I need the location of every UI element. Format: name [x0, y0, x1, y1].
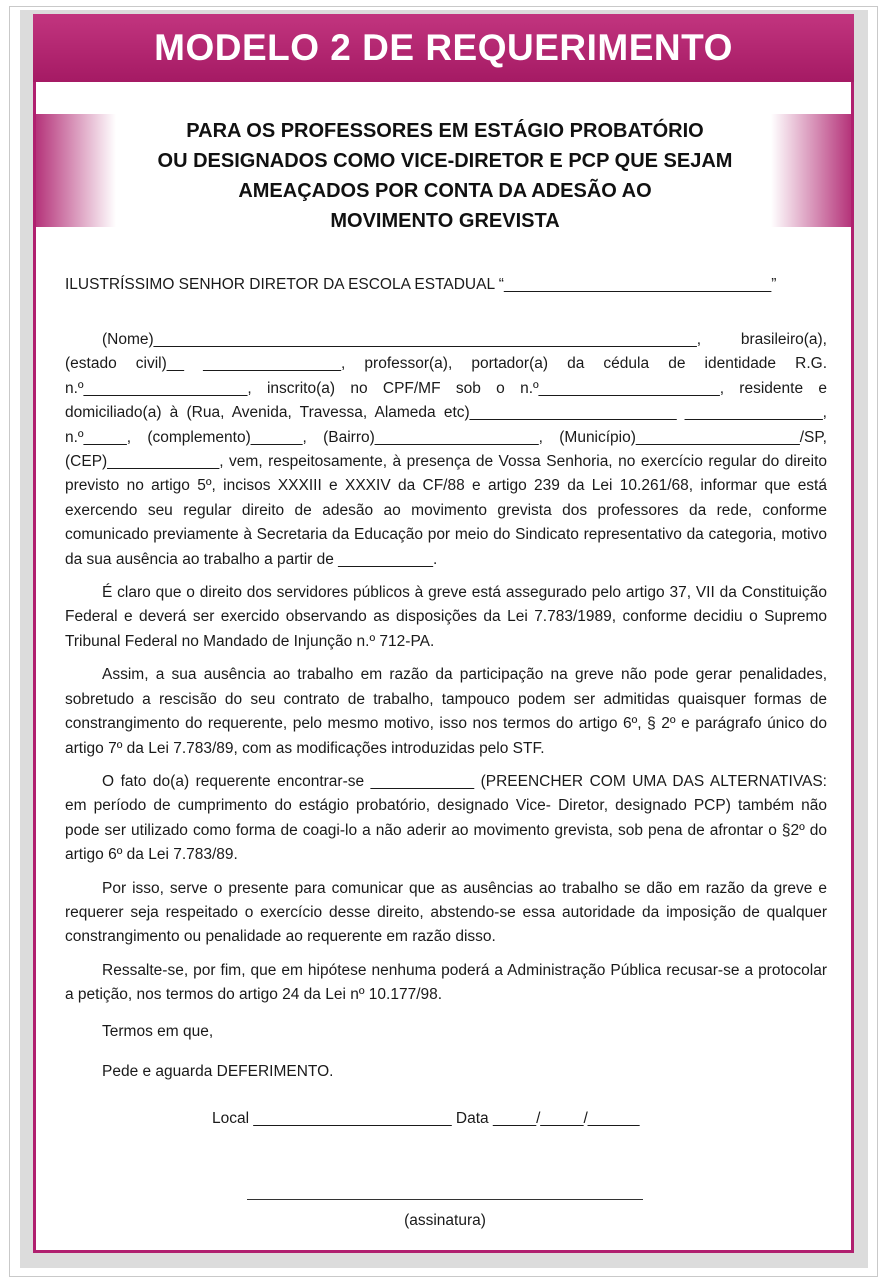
decorative-gradient-right: [771, 114, 851, 227]
title-bar: [33, 14, 854, 82]
paragraph-status: O fato do(a) requerente encontrar-se ____________ (PREENCHER COM UMA DAS ALTERNATIVAS: em período de cumprimento do estágio probatório, designado Vice- Diretor, designado PCP) também não pode ser utilizado como forma de coagi-lo a não aderir ao movimento grevista, sob pena de afrontar o §2º do artigo 6º da Lei 7.783/89.: [65, 772, 827, 864]
document-body: [65, 328, 827, 1017]
subtitle-line: MOVIMENTO GREVISTA: [330, 210, 560, 232]
decorative-gradient-left: [36, 114, 116, 227]
local-date-line: Local _______________________ Data _____/_____/______: [212, 1110, 640, 1127]
subtitle-line: PARA OS PROFESSORES EM ESTÁGIO PROBATÓRIO: [186, 120, 704, 142]
closing-line: Pede e aguarda DEFERIMENTO.: [102, 1063, 334, 1080]
subtitle-line: OU DESIGNADOS COMO VICE-DIRETOR E PCP QUE SEJAM: [157, 150, 733, 172]
paragraph-no-penalties: Assim, a sua ausência ao trabalho em razão da participação na greve não pode gerar penalidades, sobretudo a rescisão do seu contrato de trabalho, tampouco podem ser admitidas quaisquer formas de constrangimento do requerente, pelo mesmo motivo, isso nos termos do artigo 6º, § 2º e parágrafo único do artigo 7º da Lei 7.783/89, com as modificações introduzidas pelo STF.: [65, 666, 827, 757]
closing-line: Termos em que,: [102, 1023, 214, 1040]
paragraph-constitutional-right: É claro que o direito dos servidores públicos à greve está assegurado pelo artigo 37, VII da Constituição Federal e deverá ser exercido observando as disposições da Lei 7.783/1989, conforme decidiu o Supremo Tribunal Federal no Mandado de Injunção n.º 712-PA.: [65, 584, 827, 650]
subtitle: [120, 116, 770, 236]
signature-label: (assinatura): [404, 1212, 486, 1229]
subtitle-line: AMEAÇADOS POR CONTA DA ADESÃO AO: [238, 180, 652, 202]
paragraph-identification: (Nome)_______________________________________________________________, brasileiro(a), (estado civil)__ ________________, professor(a), portador(a) da cédula de identidade R.G. n.º___________________, inscrito(a) no CPF/MF sob o n.º_____________________, residente e domiciliado(a) à (Rua, Avenida, Travessa, Alameda etc)________________________ ________________, n.º_____, (complemento)______, (Bairro)___________________, (Município)___________________/SP, (CEP)_____________, vem, respeitosamente, à presença de Vossa Senhoria, no exercício regular do direito previsto no artigo 5º, incisos XXXIII e XXXIV da CF/88 e artigo 239 da Lei 10.261/68, informar que está exercendo seu regular direito de adesão ao movimento grevista dos professores da rede, conforme comunicado previamente à Secretaria da Educação por meio do Sindicato representativo da categoria, motivo da sua ausência ao trabalho a partir de ___________.: [65, 331, 827, 568]
closing: [102, 1012, 333, 1092]
salutation: ILUSTRÍSSIMO SENHOR DIRETOR DA ESCOLA ESTADUAL “_______________________________”: [65, 276, 777, 293]
signature-line: [247, 1199, 643, 1200]
document-title: MODELO 2 DE REQUERIMENTO: [154, 27, 733, 68]
paragraph-protocol: Ressalte-se, por fim, que em hipótese nenhuma poderá a Administração Pública recusar-se a protocolar a petição, nos termos do artigo 24 da Lei nº 10.177/98.: [65, 961, 827, 1004]
paragraph-request: Por isso, serve o presente para comunicar que as ausências ao trabalho se dão em razão da greve e requerer seja respeitado o exercício desse direito, abstendo-se essa autoridade da imposição de qualquer constrangimento ou penalidade ao requerente em razão disso.: [65, 879, 827, 946]
